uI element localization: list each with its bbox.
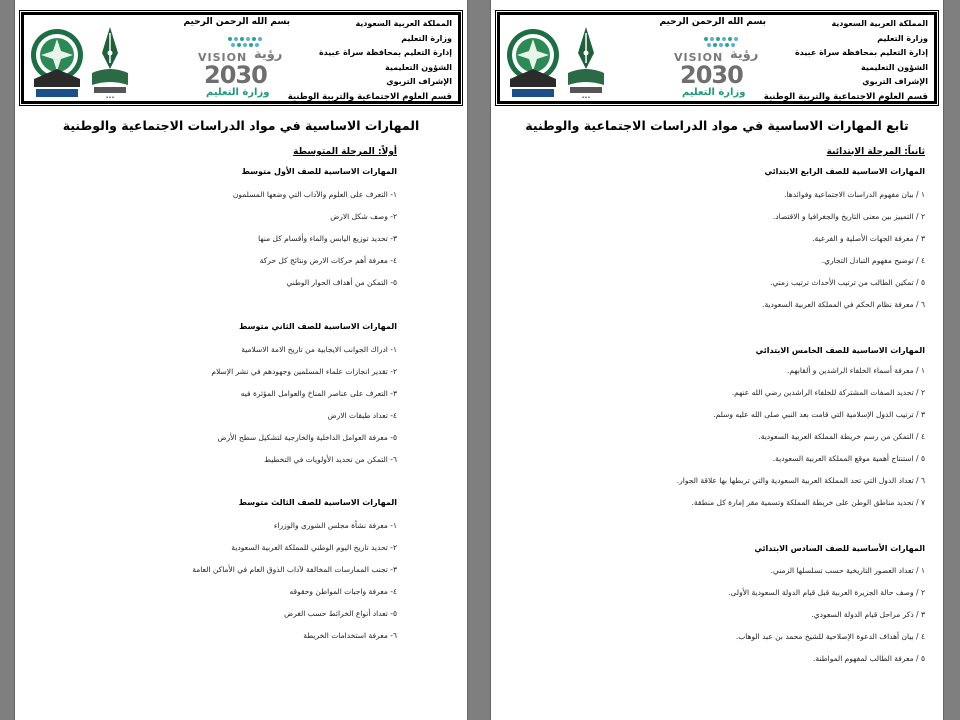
skill-item: ١ / بيان مفهوم الدراسات الاجتماعية وفوائدها. <box>784 190 925 199</box>
skill-item: ٦- التمكن من تحديد الأولويات في التخطيط <box>264 455 397 464</box>
skill-item: ٧ / تحديد مناطق الوطن على خريطة المملكة وتسمية مقر إمارة كل منطقة. <box>691 498 925 507</box>
skill-item: ٢- تحديد تاريخ اليوم الوطني للمملكة العربية السعودية <box>231 543 397 552</box>
grade-title: المهارات الاساسية للصف الخامس الابتدائي <box>755 346 925 355</box>
skill-item: ٢- تقدير انجازات علماء المسلمين وجهودهم في نشر الإسلام <box>211 367 397 376</box>
skill-item: ٤ / توضيح مفهوم التبادل التجاري. <box>821 256 925 265</box>
skill-item: ١- معرفة نشأة مجلس الشورى والوزراء <box>273 521 397 530</box>
header-line-department: قسم العلوم الاجتماعية والتربية الوطنية <box>287 91 452 102</box>
header-line-ministry: وزارة التعليم <box>401 33 452 43</box>
vision-2030-logo <box>196 35 292 99</box>
basmala: بسم الله الرحمن الرحيم <box>183 17 290 27</box>
skill-item: ٤- معرفة أهم حركات الارض ونتائج كل حركة <box>259 256 397 265</box>
school-seal-logo-icon <box>28 21 86 101</box>
grade-title: المهارات الاساسية للصف الرابع الابتدائي <box>764 167 925 176</box>
vision-arabic: رؤية <box>254 47 283 62</box>
skill-item: ٥- معرفة العوامل الداخلية والخارجية لتشكيل سطح الأرض <box>217 433 397 442</box>
skill-item: ٣ / ترتيب الدول الإسلامية التي قامت بعد النبي صلى الله عليه وسلم. <box>713 410 925 419</box>
skill-item: ٣- تجنب الممارسات المخالفة لآداب الذوق العام في الأماكن العامة <box>192 565 397 574</box>
letterhead <box>497 12 937 104</box>
vision-year: 2030 <box>204 61 267 89</box>
skill-item: ٤ / بيان أهداف الدعوة الإصلاحية للشيخ محمد بن عبد الوهاب. <box>735 632 925 641</box>
grade-title: المهارات الاساسية للصف الثاني متوسط <box>239 322 397 331</box>
header-line-directorate: إدارة التعليم بمحافظة سراة عبيدة <box>794 48 928 57</box>
skill-item: ٣ / معرفة الجهات الأصلية و الفرعية. <box>812 234 925 243</box>
skill-item: ٢ / التمييز بين معنى التاريخ والجغرافيا و الاقتصاد. <box>772 212 925 221</box>
header-line-directorate: إدارة التعليم بمحافظة سراة عبيدة <box>318 48 452 57</box>
vision-year: 2030 <box>680 61 743 89</box>
grade-title: المهارات الاساسية للصف الأول متوسط <box>241 167 397 176</box>
school-seal-logo-icon <box>504 21 562 101</box>
skill-item: ١- ادراك الجوانب الايجابية من تاريخ الامة الاسلامية <box>241 345 397 354</box>
vision-latin: VISION <box>674 51 724 64</box>
skill-item: ٤- معرفة واجبات المواطن وحقوقه <box>289 587 397 596</box>
header-line-supervision: الإشراف التربوي <box>862 77 928 86</box>
basmala: بسم الله الرحمن الرحيم <box>659 17 766 27</box>
skill-item: ٣- تحديد توزيع اليابس والماء وأقسام كل منها <box>258 234 397 243</box>
skill-item: ٤ / التمكن من رسم خريطة المملكة العربية السعودية. <box>758 432 925 441</box>
skill-item: ٦ / معرفة نظام الحكم في المملكة العربية السعودية. <box>762 300 925 309</box>
header-line-supervision: الإشراف التربوي <box>386 77 452 86</box>
skill-item: ١ / معرفة أسماء الخلفاء الراشدين و ألقابهم. <box>786 366 925 375</box>
svg-text:•••: ••• <box>105 95 115 101</box>
svg-text:•••: ••• <box>581 95 591 101</box>
header-line-affairs: الشؤون التعليمية <box>860 62 928 72</box>
vision-arabic: رؤية <box>730 47 759 62</box>
skill-item: ٥ / استنتاج أهمية موقع المملكة العربية السعودية. <box>772 454 925 463</box>
document-page-left <box>14 0 468 720</box>
letterhead <box>21 12 461 104</box>
skill-item: ٦- معرفة استخدامات الخريطة <box>303 631 397 640</box>
skill-item: ٥- تعداد أنواع الخرائط حسب الغرض <box>284 609 397 618</box>
document-title: تابع المهارات الاساسية في مواد الدراسات الاجتماعية والوطنية <box>525 118 909 133</box>
ministry-logo-text: وزارة التعليم <box>682 87 746 98</box>
grade-title: المهارات الاساسية للصف الثالث متوسط <box>238 498 397 507</box>
header-line-kingdom: المملكة العربية السعودية <box>355 19 452 28</box>
skill-item: ٢ / تحديد الصفات المشتركة للخلفاء الراشدين رضي الله عنهم. <box>731 388 925 397</box>
letterhead-text <box>758 17 928 104</box>
skill-item: ٥ / تمكين الطالب من ترتيب الأحداث ترتيب زمني. <box>770 278 925 287</box>
header-line-department: قسم العلوم الاجتماعية والتربية الوطنية <box>763 91 928 102</box>
skill-item: ٣ / ذكر مراحل قيام الدولة السعودي. <box>811 610 925 619</box>
letterhead-text <box>282 17 452 104</box>
pen-book-logo-icon <box>88 23 132 101</box>
section-heading: ثانياً: المرحلة الابتدائية <box>826 147 925 157</box>
document-title: المهارات الاساسية في مواد الدراسات الاجتماعية والوطنية <box>62 118 420 133</box>
skill-item: ١ / تعداد العصور التاريخية حسب تسلسلها الزمني. <box>770 566 925 575</box>
skill-item: ٣- التعرف على عناصر المناخ والعوامل المؤثرة فيه <box>240 389 397 398</box>
skill-item: ٥ / معرفة الطالب لمفهوم المواطنة. <box>812 654 925 663</box>
vision-2030-logo <box>672 35 768 99</box>
skill-item: ٦ / تعداد الدول التي تحد المملكة العربية السعودية والتي تربطها بها علاقة الجوار. <box>676 476 925 485</box>
header-line-kingdom: المملكة العربية السعودية <box>831 19 928 28</box>
header-line-affairs: الشؤون التعليمية <box>384 62 452 72</box>
pen-book-logo-icon <box>564 23 608 101</box>
grade-title: المهارات الأساسية للصف السادس الابتدائي <box>754 544 925 553</box>
document-page-right <box>490 0 944 720</box>
header-line-ministry: وزارة التعليم <box>877 33 928 43</box>
skill-item: ١- التعرف على العلوم والآداب التي وضعها المسلمون <box>232 190 397 199</box>
vision-latin: VISION <box>198 51 248 64</box>
skill-item: ٢- وصف شكل الارض <box>330 212 397 221</box>
skill-item: ٤- تعداد طبقات الارض <box>327 411 397 420</box>
skill-item: ٥- التمكن من أهداف الحوار الوطني <box>286 278 397 287</box>
skill-item: ٢ / وصف حالة الجزيرة العربية قبل قيام الدولة السعودية الأولى. <box>728 588 925 597</box>
ministry-logo-text: وزارة التعليم <box>206 87 270 98</box>
section-heading: أولاً: المرحلة المتوسطة <box>293 147 397 157</box>
